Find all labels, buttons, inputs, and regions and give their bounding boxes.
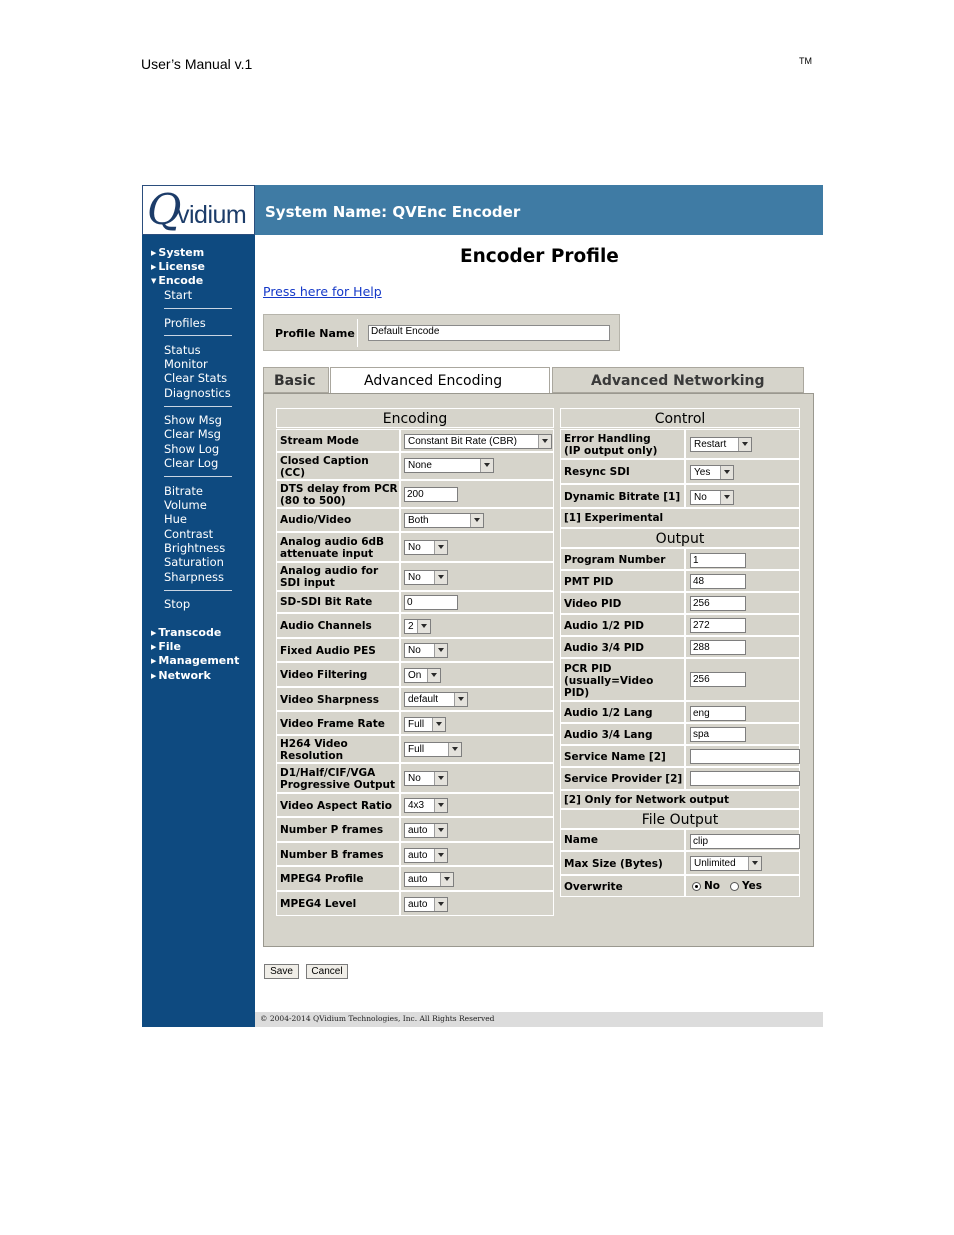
sidebar-item-hue[interactable]: Hue: [164, 512, 188, 526]
qvidium-web-ui: [142, 185, 823, 1027]
profile-name-row: [263, 314, 620, 351]
pcr-pid-input[interactable]: 256: [690, 672, 746, 687]
advanced-encoding-panel: [263, 393, 814, 947]
dropdown-arrow-icon: [454, 693, 467, 706]
sidebar-item-status[interactable]: Status: [164, 343, 201, 357]
sidebar-item-saturation[interactable]: Saturation: [164, 555, 224, 569]
label-cell: Video Frame Rate: [276, 711, 400, 735]
service-name-input[interactable]: [690, 749, 800, 764]
value-cell: [400, 452, 554, 480]
profile-name-label: Profile Name: [275, 327, 355, 340]
mpeg4-level-select[interactable]: auto: [404, 897, 448, 912]
label-cell: Service Provider [2]: [560, 767, 685, 790]
dropdown-arrow-icon: [434, 541, 447, 554]
dropdown-arrow-icon: [434, 824, 447, 837]
sidebar-item-monitor[interactable]: Monitor: [164, 357, 208, 371]
sidebar-item-profiles[interactable]: Profiles: [164, 316, 206, 330]
tab-basic[interactable]: Basic: [263, 367, 329, 393]
value-cell: [400, 735, 554, 763]
value-cell: [685, 851, 800, 875]
audio34-pid-input[interactable]: 288: [690, 640, 746, 655]
doc-header-title: User’s Manual v.1: [141, 56, 253, 72]
label-cell: Resync SDI: [560, 459, 685, 484]
sidebar-item-license[interactable]: ▶ License: [151, 260, 205, 273]
sidebar-nav: [142, 235, 255, 1027]
overwrite-yes-label: Yes: [742, 880, 763, 892]
label-cell: Number B frames: [276, 842, 400, 866]
dropdown-arrow-icon: [434, 772, 447, 785]
sd-sdi-bitrate-input[interactable]: 0: [404, 595, 458, 610]
sidebar-item-file[interactable]: ▶ File: [151, 640, 181, 653]
value-cell: [400, 429, 554, 452]
video-sharpness-select[interactable]: default: [404, 692, 468, 707]
b-frames-select[interactable]: auto: [404, 848, 448, 863]
value-cell: [685, 614, 800, 636]
value-cell: [685, 484, 800, 508]
dropdown-arrow-icon: [434, 644, 447, 657]
copyright-text: © 2004-2014 QVidium Technologies, Inc. All Rights Reserved: [260, 1014, 495, 1023]
label-cell: Program Number: [560, 548, 685, 570]
label-cell: Closed Caption (CC): [276, 452, 400, 480]
sidebar-item-contrast[interactable]: Contrast: [164, 527, 214, 541]
label-cell: Analog audio for SDI input: [276, 562, 400, 591]
value-cell: [400, 638, 554, 662]
dropdown-arrow-icon: [720, 466, 733, 479]
logo-q: Q: [147, 185, 182, 234]
qvidium-logo: [142, 185, 255, 235]
program-number-input[interactable]: 1: [690, 553, 746, 568]
label-cell: Audio 1/2 PID: [560, 614, 685, 636]
cancel-button[interactable]: Cancel: [306, 964, 348, 979]
sidebar-divider: [164, 406, 232, 407]
sidebar-item-clear-log[interactable]: Clear Log: [164, 456, 219, 470]
sidebar-item-clear-stats[interactable]: Clear Stats: [164, 371, 228, 385]
label-cell: DTS delay from PCR (80 to 500): [276, 480, 400, 508]
label-cell: PMT PID: [560, 570, 685, 592]
label-cell: Audio 3/4 PID: [560, 636, 685, 658]
logo-text: vidium: [177, 201, 247, 229]
dropdown-arrow-icon: [434, 849, 447, 862]
error-handling-select[interactable]: Restart: [690, 437, 752, 452]
stream-mode-select[interactable]: Constant Bit Rate (CBR): [404, 434, 552, 449]
dropdown-arrow-icon: [470, 514, 483, 527]
expand-arrow-icon: ▶: [151, 249, 157, 257]
expand-arrow-icon: ▶: [151, 629, 157, 637]
encoding-heading: Encoding: [276, 408, 554, 428]
service-provider-input[interactable]: [690, 771, 800, 786]
sidebar-item-show-msg[interactable]: Show Msg: [164, 413, 222, 427]
label-cell: H264 Video Resolution: [276, 735, 400, 763]
value-cell: [685, 875, 800, 897]
label-cell: Audio 1/2 Lang: [560, 701, 685, 723]
system-name-title: System Name: QVEnc Encoder: [265, 203, 521, 221]
label-cell: Analog audio 6dB attenuate input: [276, 532, 400, 562]
value-cell: [400, 613, 554, 638]
progressive-output-select[interactable]: No: [404, 771, 448, 786]
sidebar-divider: [164, 308, 232, 309]
audio-video-select[interactable]: Both: [404, 513, 484, 528]
dropdown-arrow-icon: [434, 898, 447, 911]
label-cell: Audio Channels: [276, 613, 400, 638]
dynamic-bitrate-select[interactable]: No: [690, 490, 734, 505]
doc-header-trademark: TM: [799, 56, 812, 66]
label-cell: Max Size (Bytes): [560, 851, 685, 875]
label-cell: SD-SDI Bit Rate: [276, 591, 400, 613]
sidebar-divider: [164, 335, 232, 336]
page-title: Encoder Profile: [460, 246, 619, 267]
value-cell: [685, 592, 800, 614]
value-cell: [685, 767, 800, 790]
value-cell: [400, 662, 554, 687]
value-cell: [400, 562, 554, 591]
collapse-arrow-icon: ▼: [151, 277, 157, 285]
value-cell: [400, 711, 554, 735]
label-cell: MPEG4 Profile: [276, 866, 400, 891]
value-cell: [400, 866, 554, 891]
dropdown-arrow-icon: [720, 491, 733, 504]
value-cell: [685, 429, 800, 459]
label-cell: Overwrite: [560, 875, 685, 897]
value-cell: [400, 842, 554, 866]
value-cell: [400, 687, 554, 711]
tab-advanced-networking[interactable]: Advanced Networking: [552, 367, 804, 393]
output-heading: Output: [560, 528, 800, 548]
sidebar-item-brightness[interactable]: Brightness: [164, 541, 226, 555]
label-cell: Number P frames: [276, 817, 400, 842]
analog-attenuate-select[interactable]: No: [404, 540, 448, 555]
sidebar-item-network[interactable]: ▶ Network: [151, 669, 211, 682]
audio12-lang-input[interactable]: eng: [690, 706, 746, 721]
sidebar-item-bitrate[interactable]: Bitrate: [164, 484, 203, 498]
value-cell: [400, 591, 554, 613]
label-cell: Name: [560, 829, 685, 851]
dropdown-arrow-icon: [427, 669, 440, 682]
value-cell: [400, 508, 554, 532]
max-size-select[interactable]: Unlimited: [690, 856, 762, 871]
value-cell: [400, 763, 554, 793]
title-bar: [255, 185, 823, 235]
sidebar-item-volume[interactable]: Volume: [164, 498, 207, 512]
dropdown-arrow-icon: [748, 857, 761, 870]
value-cell: [685, 548, 800, 570]
dts-delay-input[interactable]: 200: [404, 487, 458, 502]
label-cell: Stream Mode: [276, 429, 400, 452]
output-note: [2] Only for Network output: [560, 790, 800, 809]
save-button[interactable]: Save: [264, 964, 299, 979]
value-cell: [685, 701, 800, 723]
label-cell: MPEG4 Level: [276, 891, 400, 916]
value-cell: [685, 723, 800, 745]
label-cell: Audio 3/4 Lang: [560, 723, 685, 745]
h264-resolution-select[interactable]: Full: [404, 742, 462, 757]
value-cell: [685, 658, 800, 701]
sidebar-item-system[interactable]: ▶ System: [151, 246, 205, 259]
value-cell: [685, 459, 800, 484]
value-cell: [685, 636, 800, 658]
dropdown-arrow-icon: [432, 718, 445, 731]
sidebar-item-show-log[interactable]: Show Log: [164, 442, 220, 456]
dropdown-arrow-icon: [538, 435, 551, 448]
dropdown-arrow-icon: [448, 743, 461, 756]
sidebar-divider: [164, 476, 232, 477]
p-frames-select[interactable]: auto: [404, 823, 448, 838]
sidebar-item-diagnostics[interactable]: Diagnostics: [164, 386, 231, 400]
audio12-pid-input[interactable]: 272: [690, 618, 746, 633]
file-output-heading: File Output: [560, 809, 800, 829]
expand-arrow-icon: ▶: [151, 263, 157, 271]
expand-arrow-icon: ▶: [151, 643, 157, 651]
audio-channels-select[interactable]: 2: [404, 619, 431, 634]
label-cell: Video PID: [560, 592, 685, 614]
fixed-audio-pes-select[interactable]: No: [404, 643, 448, 658]
aspect-ratio-select[interactable]: 4x3: [404, 798, 448, 813]
footer: [255, 1012, 823, 1027]
value-cell: [400, 793, 554, 817]
mpeg4-profile-select[interactable]: auto: [404, 872, 454, 887]
label-cell: Video Sharpness: [276, 687, 400, 711]
file-name-input[interactable]: clip: [690, 834, 800, 849]
expand-arrow-icon: ▶: [151, 657, 157, 665]
value-cell: [685, 745, 800, 767]
profile-separator: [357, 319, 358, 347]
control-heading: Control: [560, 408, 800, 428]
sidebar-item-encode[interactable]: ▼ Encode: [151, 274, 204, 287]
tab-advanced-encoding[interactable]: Advanced Encoding: [330, 367, 550, 394]
overwrite-no-label: No: [704, 880, 721, 892]
audio34-lang-input[interactable]: spa: [690, 727, 746, 742]
label-cell: D1/Half/CIF/VGA Progressive Output: [276, 763, 400, 793]
value-cell: [685, 570, 800, 592]
pmt-pid-input[interactable]: 48: [690, 574, 746, 589]
value-cell: [400, 532, 554, 562]
label-cell: Fixed Audio PES: [276, 638, 400, 662]
sidebar-item-sharpness[interactable]: Sharpness: [164, 570, 225, 584]
dropdown-arrow-icon: [417, 620, 430, 633]
control-note: [1] Experimental: [560, 508, 800, 528]
sidebar-item-clear-msg[interactable]: Clear Msg: [164, 427, 221, 441]
expand-arrow-icon: ▶: [151, 672, 157, 680]
value-cell: [400, 817, 554, 842]
dropdown-arrow-icon: [480, 459, 493, 472]
label-cell: Video Aspect Ratio: [276, 793, 400, 817]
sidebar-item-stop[interactable]: Stop: [164, 597, 191, 611]
profile-name-input[interactable]: Default Encode: [368, 325, 610, 341]
sidebar-item-management[interactable]: ▶ Management: [151, 654, 240, 667]
value-cell: [400, 480, 554, 508]
label-cell: PCR PID (usually=Video PID): [560, 658, 685, 701]
overwrite-yes-radio[interactable]: [730, 882, 739, 891]
label-cell: Dynamic Bitrate [1]: [560, 484, 685, 508]
dropdown-arrow-icon: [738, 438, 751, 451]
video-frame-rate-select[interactable]: Full: [404, 717, 446, 732]
sidebar-divider: [164, 590, 232, 591]
dropdown-arrow-icon: [434, 571, 447, 584]
video-pid-input[interactable]: 256: [690, 596, 746, 611]
dropdown-arrow-icon: [434, 799, 447, 812]
closed-caption-select[interactable]: None: [404, 458, 494, 473]
sidebar-item-start[interactable]: Start: [164, 288, 193, 302]
value-cell: [685, 829, 800, 851]
resync-sdi-select[interactable]: Yes: [690, 465, 734, 480]
sidebar-item-transcode[interactable]: ▶ Transcode: [151, 626, 222, 639]
label-cell: Error Handling (IP output only): [560, 429, 685, 459]
label-cell: Audio/Video: [276, 508, 400, 532]
value-cell: [400, 891, 554, 916]
video-filtering-select[interactable]: On: [404, 668, 441, 683]
overwrite-no-radio[interactable]: [692, 882, 701, 891]
analog-sdi-select[interactable]: No: [404, 570, 448, 585]
dropdown-arrow-icon: [440, 873, 453, 886]
label-cell: Service Name [2]: [560, 745, 685, 767]
help-link[interactable]: Press here for Help: [263, 284, 382, 299]
label-cell: Video Filtering: [276, 662, 400, 687]
